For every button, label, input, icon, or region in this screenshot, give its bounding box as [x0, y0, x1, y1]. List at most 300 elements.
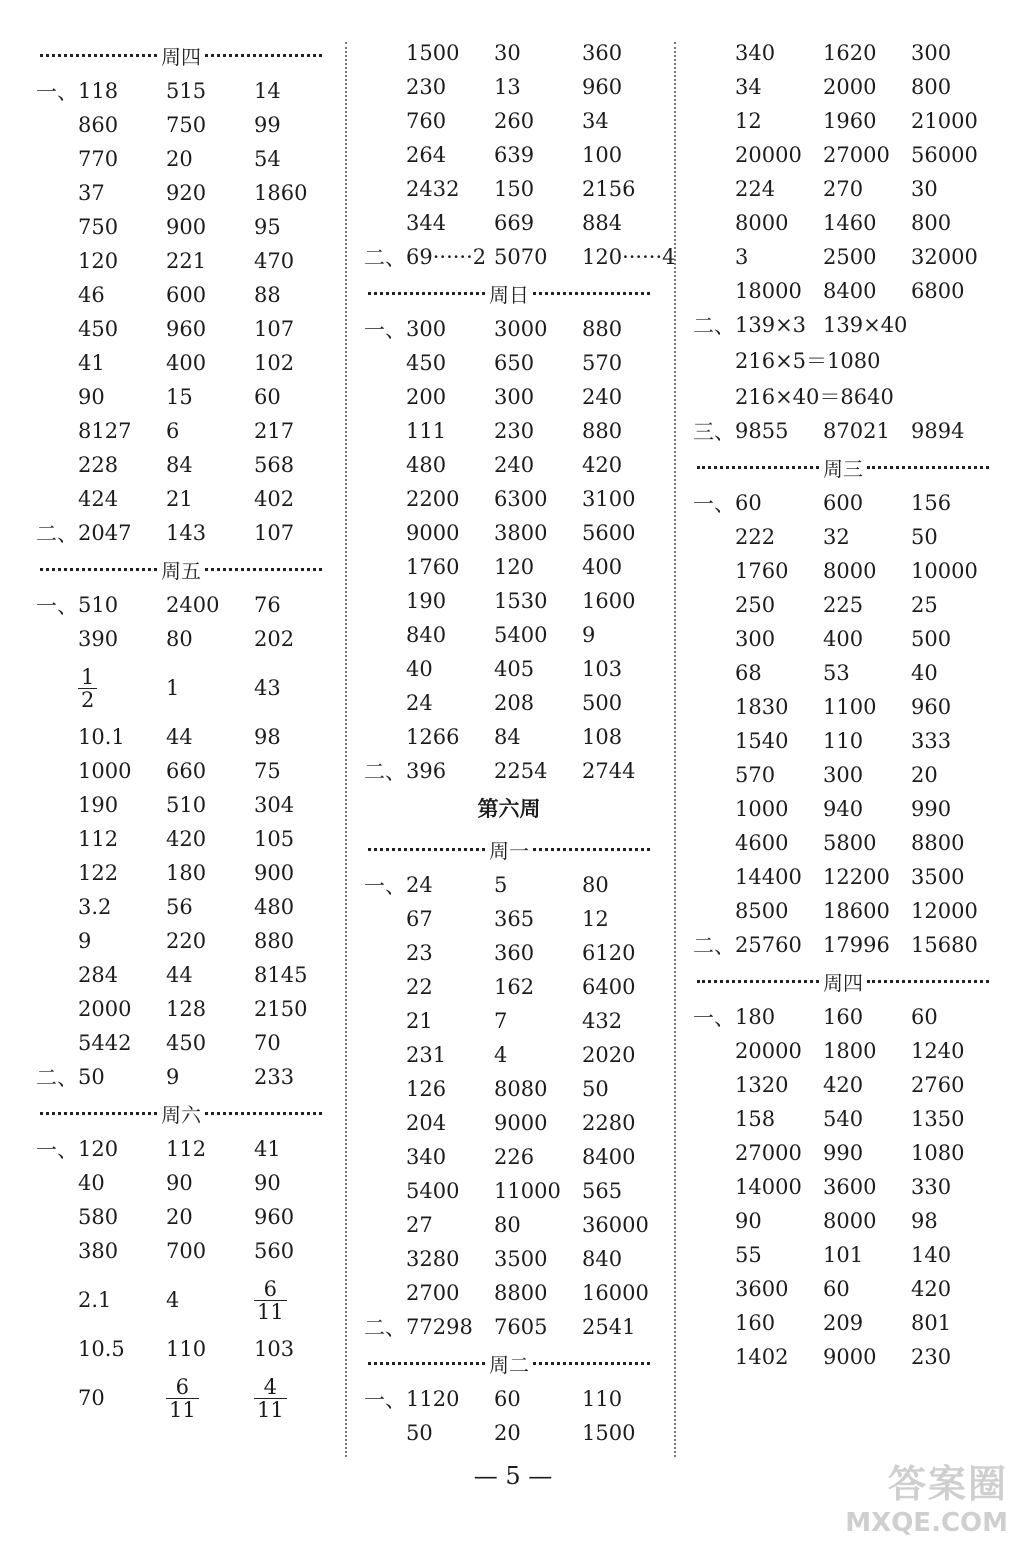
answer-row: [36, 924, 326, 958]
answer-value: 120: [494, 555, 535, 579]
dotted-leader: [368, 848, 485, 851]
answer-value: 44: [166, 963, 193, 987]
item-marker: 一、: [693, 1006, 735, 1030]
answer-value: 800: [911, 75, 952, 99]
answer-row: [693, 240, 993, 274]
column-1: [36, 36, 326, 1430]
column-3: [693, 36, 993, 1374]
answer-value: 222: [735, 525, 776, 549]
answer-value: 3500: [911, 865, 965, 889]
answer-row: [36, 754, 326, 788]
answer-value: 12200: [823, 865, 890, 889]
answer-value: 420: [582, 453, 623, 477]
answer-row: [36, 1132, 326, 1166]
answer-row: [364, 380, 654, 414]
answer-value: 420: [911, 1277, 952, 1301]
answer-value: 120: [78, 1137, 119, 1161]
answer-value: 1402: [735, 1345, 789, 1369]
answer-value: 20000: [735, 143, 802, 167]
answer-row: [36, 992, 326, 1026]
answer-value: 20000: [735, 1039, 802, 1063]
answer-row: [36, 1332, 326, 1366]
answer-row: [693, 1238, 993, 1272]
answer-value: 226: [494, 1145, 535, 1169]
answer-row: [693, 928, 993, 962]
answer-row: [364, 482, 654, 516]
answer-value: 156: [911, 491, 952, 515]
answer-value: 304: [254, 793, 295, 817]
answer-value: 77298: [406, 1315, 473, 1339]
answer-value: 2280: [582, 1111, 636, 1135]
answer-value: 24: [406, 873, 433, 897]
answer-value: 840: [406, 623, 447, 647]
answer-value: 3100: [582, 487, 636, 511]
answer-value: 8400: [823, 279, 877, 303]
answer-value: 400: [823, 627, 864, 651]
answer-value: 103: [254, 1337, 295, 1361]
section-header: [36, 1094, 326, 1132]
answer-value: 41: [78, 351, 105, 375]
answer-value: 25760: [735, 933, 802, 957]
answer-value: 1800: [823, 1039, 877, 1063]
answer-value: 9894: [911, 419, 965, 443]
answer-value: 231: [406, 1043, 447, 1067]
answer-value: 9000: [494, 1111, 548, 1135]
answer-value: 570: [735, 763, 776, 787]
answer-value: 16000: [582, 1281, 649, 1305]
answer-value: 960: [166, 317, 207, 341]
answer-row: [36, 74, 326, 108]
answer-value: 90: [254, 1171, 281, 1195]
answer-value: 1760: [406, 555, 460, 579]
item-marker: 二、: [693, 934, 735, 958]
answer-value: 770: [78, 147, 119, 171]
answer-value: 402: [254, 487, 295, 511]
answer-value: 565: [582, 1179, 623, 1203]
answer-value: 14400: [735, 865, 802, 889]
answer-value: 60: [494, 1387, 521, 1411]
fraction-numerator: 1: [81, 664, 95, 689]
answer-value: 940: [823, 797, 864, 821]
answer-value: 75: [254, 759, 281, 783]
answer-value: 190: [78, 793, 119, 817]
answer-value: 1540: [735, 729, 789, 753]
answer-value: 60: [254, 385, 281, 409]
page-number: — 5 —: [473, 1462, 553, 1490]
fraction-numerator: 6: [175, 1374, 190, 1399]
answer-value: 34: [735, 75, 762, 99]
answer-value: 139×3: [735, 313, 807, 337]
answer-row: [36, 958, 326, 992]
answer-value: 13: [494, 75, 521, 99]
answer-value: 3280: [406, 1247, 460, 1271]
answer-row: [693, 1170, 993, 1204]
answer-value: 84: [494, 725, 521, 749]
answer-value: 1240: [911, 1039, 965, 1063]
answer-row: [693, 894, 993, 928]
answer-value: 7: [494, 1009, 508, 1033]
answer-value: 5800: [823, 831, 877, 855]
answer-value: 420: [823, 1073, 864, 1097]
answer-value: 162: [494, 975, 535, 999]
answer-value: 1: [166, 676, 180, 700]
item-marker: 二、: [36, 1066, 78, 1090]
dotted-leader: [40, 1112, 157, 1115]
answer-row: [36, 1166, 326, 1200]
answer-value: 284: [78, 963, 119, 987]
answer-value: 9855: [735, 419, 789, 443]
answer-row: [36, 210, 326, 244]
answer-row: [36, 856, 326, 890]
item-marker: 一、: [364, 318, 406, 342]
answer-value: 36000: [582, 1213, 649, 1237]
answer-value: 700: [166, 1239, 207, 1263]
dotted-leader: [867, 466, 989, 469]
answer-value: 204: [406, 1111, 447, 1135]
answer-row: [693, 622, 993, 656]
item-marker: 一、: [36, 594, 78, 618]
item-marker: 一、: [36, 80, 78, 104]
answer-value: 105: [254, 827, 295, 851]
answer-value: 18000: [735, 279, 802, 303]
answer-value: 5400: [406, 1179, 460, 1203]
answer-value: 8127: [78, 419, 132, 443]
answer-value: 8800: [911, 831, 965, 855]
answer-value: 60: [735, 491, 762, 515]
answer-value: 158: [735, 1107, 776, 1131]
fraction-denominator: 11: [166, 1398, 199, 1421]
answer-value: 333: [911, 729, 952, 753]
answer-row: [364, 1106, 654, 1140]
answer-row: [364, 36, 654, 70]
answer-value: 7605: [494, 1315, 548, 1339]
answer-value: 8000: [823, 1209, 877, 1233]
answer-value: 300: [735, 627, 776, 651]
answer-value: 800: [911, 211, 952, 235]
section-title: 周一: [489, 838, 529, 863]
answer-value: 1000: [78, 759, 132, 783]
answer-value: 260: [494, 109, 535, 133]
answer-value: 600: [823, 491, 864, 515]
answer-row: [364, 1174, 654, 1208]
answer-value: 2156: [582, 177, 636, 201]
answer-row: [364, 104, 654, 138]
answer-row: [36, 1200, 326, 1234]
dotted-leader: [533, 1362, 650, 1365]
answer-value: 2760: [911, 1073, 965, 1097]
answer-value: 300: [911, 41, 952, 65]
answer-value: 270: [823, 177, 864, 201]
answer-value: 46: [78, 283, 105, 307]
answer-value: 30: [911, 177, 938, 201]
answer-row: [364, 448, 654, 482]
answer-row: [36, 278, 326, 312]
answer-value: 480: [254, 895, 295, 919]
section-title: 周四: [823, 970, 863, 995]
answer-value: 568: [254, 453, 295, 477]
section-header: [364, 830, 654, 868]
answer-value: 396: [406, 759, 447, 783]
column-divider: [674, 42, 676, 1457]
answer-value: 14000: [735, 1175, 802, 1199]
answer-value: 15: [166, 385, 193, 409]
item-marker: 二、: [693, 314, 735, 338]
fraction: [254, 1278, 287, 1323]
answer-value: 1100: [823, 695, 877, 719]
answer-value: 233: [254, 1065, 295, 1089]
answer-row: [36, 482, 326, 516]
answer-value: 510: [166, 793, 207, 817]
answer-value: 2000: [823, 75, 877, 99]
answer-row: [364, 1208, 654, 1242]
answer-value: 15680: [911, 933, 978, 957]
answer-value: 55: [735, 1243, 762, 1267]
answer-value: 360: [494, 941, 535, 965]
answer-row: [364, 902, 654, 936]
answer-value: 27: [406, 1213, 433, 1237]
answer-row: [36, 176, 326, 210]
answer-value: 40: [78, 1171, 105, 1195]
answer-value: 750: [78, 215, 119, 239]
equation-line: 216×5＝1080: [735, 349, 881, 373]
answer-value: 1620: [823, 41, 877, 65]
watermark-text: 答案圈: [887, 1462, 1008, 1506]
answer-row: [364, 686, 654, 720]
answer-value: 56: [166, 895, 193, 919]
answer-value: 8400: [582, 1145, 636, 1169]
dotted-leader: [40, 54, 157, 57]
answer-value: 230: [406, 75, 447, 99]
answer-row: [364, 1310, 654, 1344]
answer-value: 650: [494, 351, 535, 375]
answer-value: 884: [582, 211, 623, 235]
answer-value: 4: [166, 1288, 180, 1312]
answer-value: 23: [406, 941, 433, 965]
fraction: [166, 1376, 199, 1421]
section-header: [36, 36, 326, 74]
answer-value: 18600: [823, 899, 890, 923]
answer-value: 70: [78, 1386, 105, 1410]
answer-value: 160: [823, 1005, 864, 1029]
answer-row: [364, 1004, 654, 1038]
answer-row: [364, 414, 654, 448]
answer-row: [693, 1068, 993, 1102]
answer-value: 8145: [254, 963, 308, 987]
answer-value: 4: [494, 1043, 508, 1067]
answer-value: 120: [78, 249, 119, 273]
answer-row: [36, 108, 326, 142]
answer-row: [364, 720, 654, 754]
answer-value: 112: [78, 827, 119, 851]
answer-value: 840: [582, 1247, 623, 1271]
answer-value: 27000: [823, 143, 890, 167]
answer-value: 365: [494, 907, 535, 931]
answer-row: [693, 1136, 993, 1170]
answer-value: 98: [254, 725, 281, 749]
answer-row: [693, 520, 993, 554]
answer-row: [364, 1242, 654, 1276]
answer-value: 208: [494, 691, 535, 715]
fraction-denominator: 11: [254, 1398, 287, 1421]
answer-value: 860: [78, 113, 119, 137]
answer-value: 960: [582, 75, 623, 99]
answer-value: 76: [254, 593, 281, 617]
answer-value: 900: [166, 215, 207, 239]
answer-row: [364, 206, 654, 240]
answer-value: 120······4: [582, 245, 676, 269]
answer-value: 21000: [911, 109, 978, 133]
answer-value: 90: [735, 1209, 762, 1233]
answer-value: 4600: [735, 831, 789, 855]
answer-row: [693, 36, 993, 70]
answer-row: [364, 868, 654, 902]
answer-value: 221: [166, 249, 207, 273]
answer-value: 1860: [254, 181, 308, 205]
answer-row: [693, 486, 993, 520]
answer-value: 660: [166, 759, 207, 783]
answer-row: [693, 1306, 993, 1340]
answer-value: 5070: [494, 245, 548, 269]
answer-value: 424: [78, 487, 119, 511]
watermark-url: MXQE.COM: [845, 1508, 1008, 1538]
answer-row: [693, 656, 993, 690]
answer-value: 50: [911, 525, 938, 549]
answer-value: 600: [166, 283, 207, 307]
answer-value: 14: [254, 79, 281, 103]
section-header: [364, 274, 654, 312]
answer-row: [693, 1272, 993, 1306]
answer-value: 500: [582, 691, 623, 715]
answer-value: 128: [166, 997, 207, 1021]
answer-value: 2700: [406, 1281, 460, 1305]
answer-value: 1830: [735, 695, 789, 719]
answer-value: 5: [494, 873, 508, 897]
equation-line: 216×40＝8640: [735, 385, 894, 409]
answer-row: [36, 1060, 326, 1094]
answer-row: [693, 1204, 993, 1238]
answer-row: [36, 890, 326, 924]
section-title: 周日: [489, 282, 529, 307]
answer-value: 960: [254, 1205, 295, 1229]
answer-value: 101: [823, 1243, 864, 1267]
answer-value: 470: [254, 249, 295, 273]
answer-value: 108: [582, 725, 623, 749]
answer-row: [364, 618, 654, 652]
answer-value: 44: [166, 725, 193, 749]
answer-value: 69······2: [406, 245, 487, 269]
answer-value: 2432: [406, 177, 460, 201]
answer-row: [36, 346, 326, 380]
dotted-leader: [867, 980, 989, 983]
answer-value: 230: [911, 1345, 952, 1369]
answer-value: 53: [823, 661, 850, 685]
answer-row: [36, 1234, 326, 1268]
fraction: [254, 1376, 287, 1421]
section-title: 周二: [489, 1352, 529, 1377]
answer-row: [36, 414, 326, 448]
answer-row: [364, 1140, 654, 1174]
answer-row: [36, 1268, 326, 1332]
answer-value: 17996: [823, 933, 890, 957]
section-title: 周六: [161, 1102, 201, 1127]
answer-value: 118: [78, 79, 119, 103]
answer-row: [693, 172, 993, 206]
answer-value: 9000: [406, 521, 460, 545]
answer-value: 202: [254, 627, 295, 651]
answer-value: 340: [406, 1145, 447, 1169]
answer-value: 2744: [582, 759, 636, 783]
item-marker: 一、: [364, 874, 406, 898]
answer-value: 110: [166, 1337, 207, 1361]
fraction-denominator: 2: [78, 688, 97, 711]
answer-value: 1000: [735, 797, 789, 821]
answer-value: 480: [406, 453, 447, 477]
answer-value: 5442: [78, 1031, 132, 1055]
answer-value: 1760: [735, 559, 789, 583]
answer-value: 43: [254, 676, 281, 700]
answer-value: 8000: [735, 211, 789, 235]
answer-value: 300: [823, 763, 864, 787]
answer-value: 54: [254, 147, 281, 171]
answer-value: 10000: [911, 559, 978, 583]
answer-value: 8080: [494, 1077, 548, 1101]
answer-value: 6400: [582, 975, 636, 999]
answer-value: 990: [823, 1141, 864, 1165]
answer-value: 900: [254, 861, 295, 885]
answer-value: 180: [166, 861, 207, 885]
answer-row: [364, 240, 676, 274]
answer-value: 340: [735, 41, 776, 65]
answer-value: 3.2: [78, 895, 112, 919]
answer-value: 500: [911, 627, 952, 651]
answer-value: 300: [494, 385, 535, 409]
answer-row: [693, 1340, 993, 1374]
answer-value: 380: [78, 1239, 119, 1263]
answer-value: 225: [823, 593, 864, 617]
answer-row: [36, 516, 326, 550]
dotted-leader: [697, 980, 819, 983]
answer-value: 143: [166, 521, 207, 545]
answer-value: 2541: [582, 1315, 636, 1339]
answer-value: 8800: [494, 1281, 548, 1305]
answer-value: 2047: [78, 521, 132, 545]
answer-value: 37: [78, 181, 105, 205]
answer-value: 107: [254, 317, 295, 341]
answer-value: 8000: [823, 559, 877, 583]
answer-value: 250: [735, 593, 776, 617]
answer-value: 40: [406, 657, 433, 681]
answer-value: 68: [735, 661, 762, 685]
answer-value: 1460: [823, 211, 877, 235]
answer-value: 25: [911, 593, 938, 617]
answer-row: [364, 70, 654, 104]
answer-row: [693, 860, 993, 894]
answer-value: 432: [582, 1009, 623, 1033]
answer-value: 30: [494, 41, 521, 65]
answer-value: 2000: [78, 997, 132, 1021]
answer-value: 110: [582, 1387, 623, 1411]
answer-row: [36, 448, 326, 482]
answer-value: 80: [582, 873, 609, 897]
answer-value: 126: [406, 1077, 447, 1101]
answer-value: 224: [735, 177, 776, 201]
answer-row: [36, 312, 326, 346]
answer-value: 230: [494, 419, 535, 443]
item-marker: 二、: [364, 760, 406, 784]
answer-value: 27000: [735, 1141, 802, 1165]
answer-row: [693, 414, 993, 448]
answer-value: 264: [406, 143, 447, 167]
